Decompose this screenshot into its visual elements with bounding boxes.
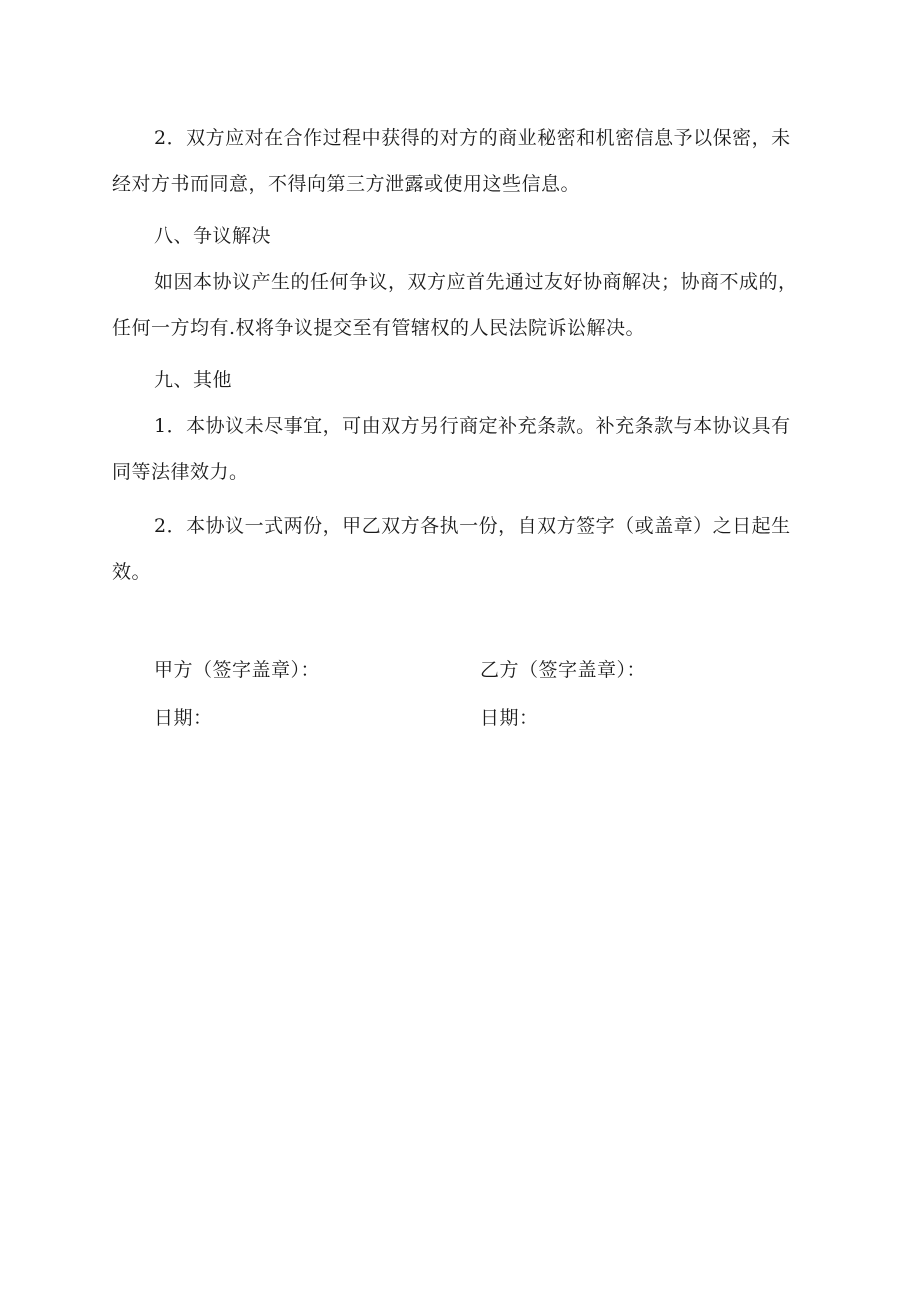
party-b-signature-label: 乙方（签字盖章）： bbox=[480, 659, 647, 681]
section-heading-dispute-resolution: 八、争议解决 bbox=[154, 225, 272, 247]
paragraph-confidentiality: 2．双方应对在合作过程中获得的对方的商业秘密和机密信息予以保密，未经对方书而同意，不得向第三方泄露或使用这些信息。 bbox=[112, 127, 791, 195]
paragraph-other-2: 2．本协议一式两份，甲乙双方各执一份，自双方签字（或盖章）之日起生效。 bbox=[112, 515, 791, 583]
paragraph-other-1: 1．本协议未尽事宜，可由双方另行商定补充条款。补充条款与本协议具有同等法律效力。 bbox=[112, 415, 791, 483]
party-a-signature-label: 甲方（签字盖章）： bbox=[154, 659, 321, 681]
party-b-date-label: 日期： bbox=[480, 707, 539, 729]
party-a-date-label: 日期： bbox=[154, 707, 213, 729]
paragraph-dispute-resolution: 如因本协议产生的任何争议，双方应首先通过友好协商解决；协商不成的，任何一方均有.权将争议提交至有管辖权的人民法院诉讼解决。 bbox=[112, 271, 798, 339]
section-heading-other: 九、其他 bbox=[154, 369, 233, 391]
